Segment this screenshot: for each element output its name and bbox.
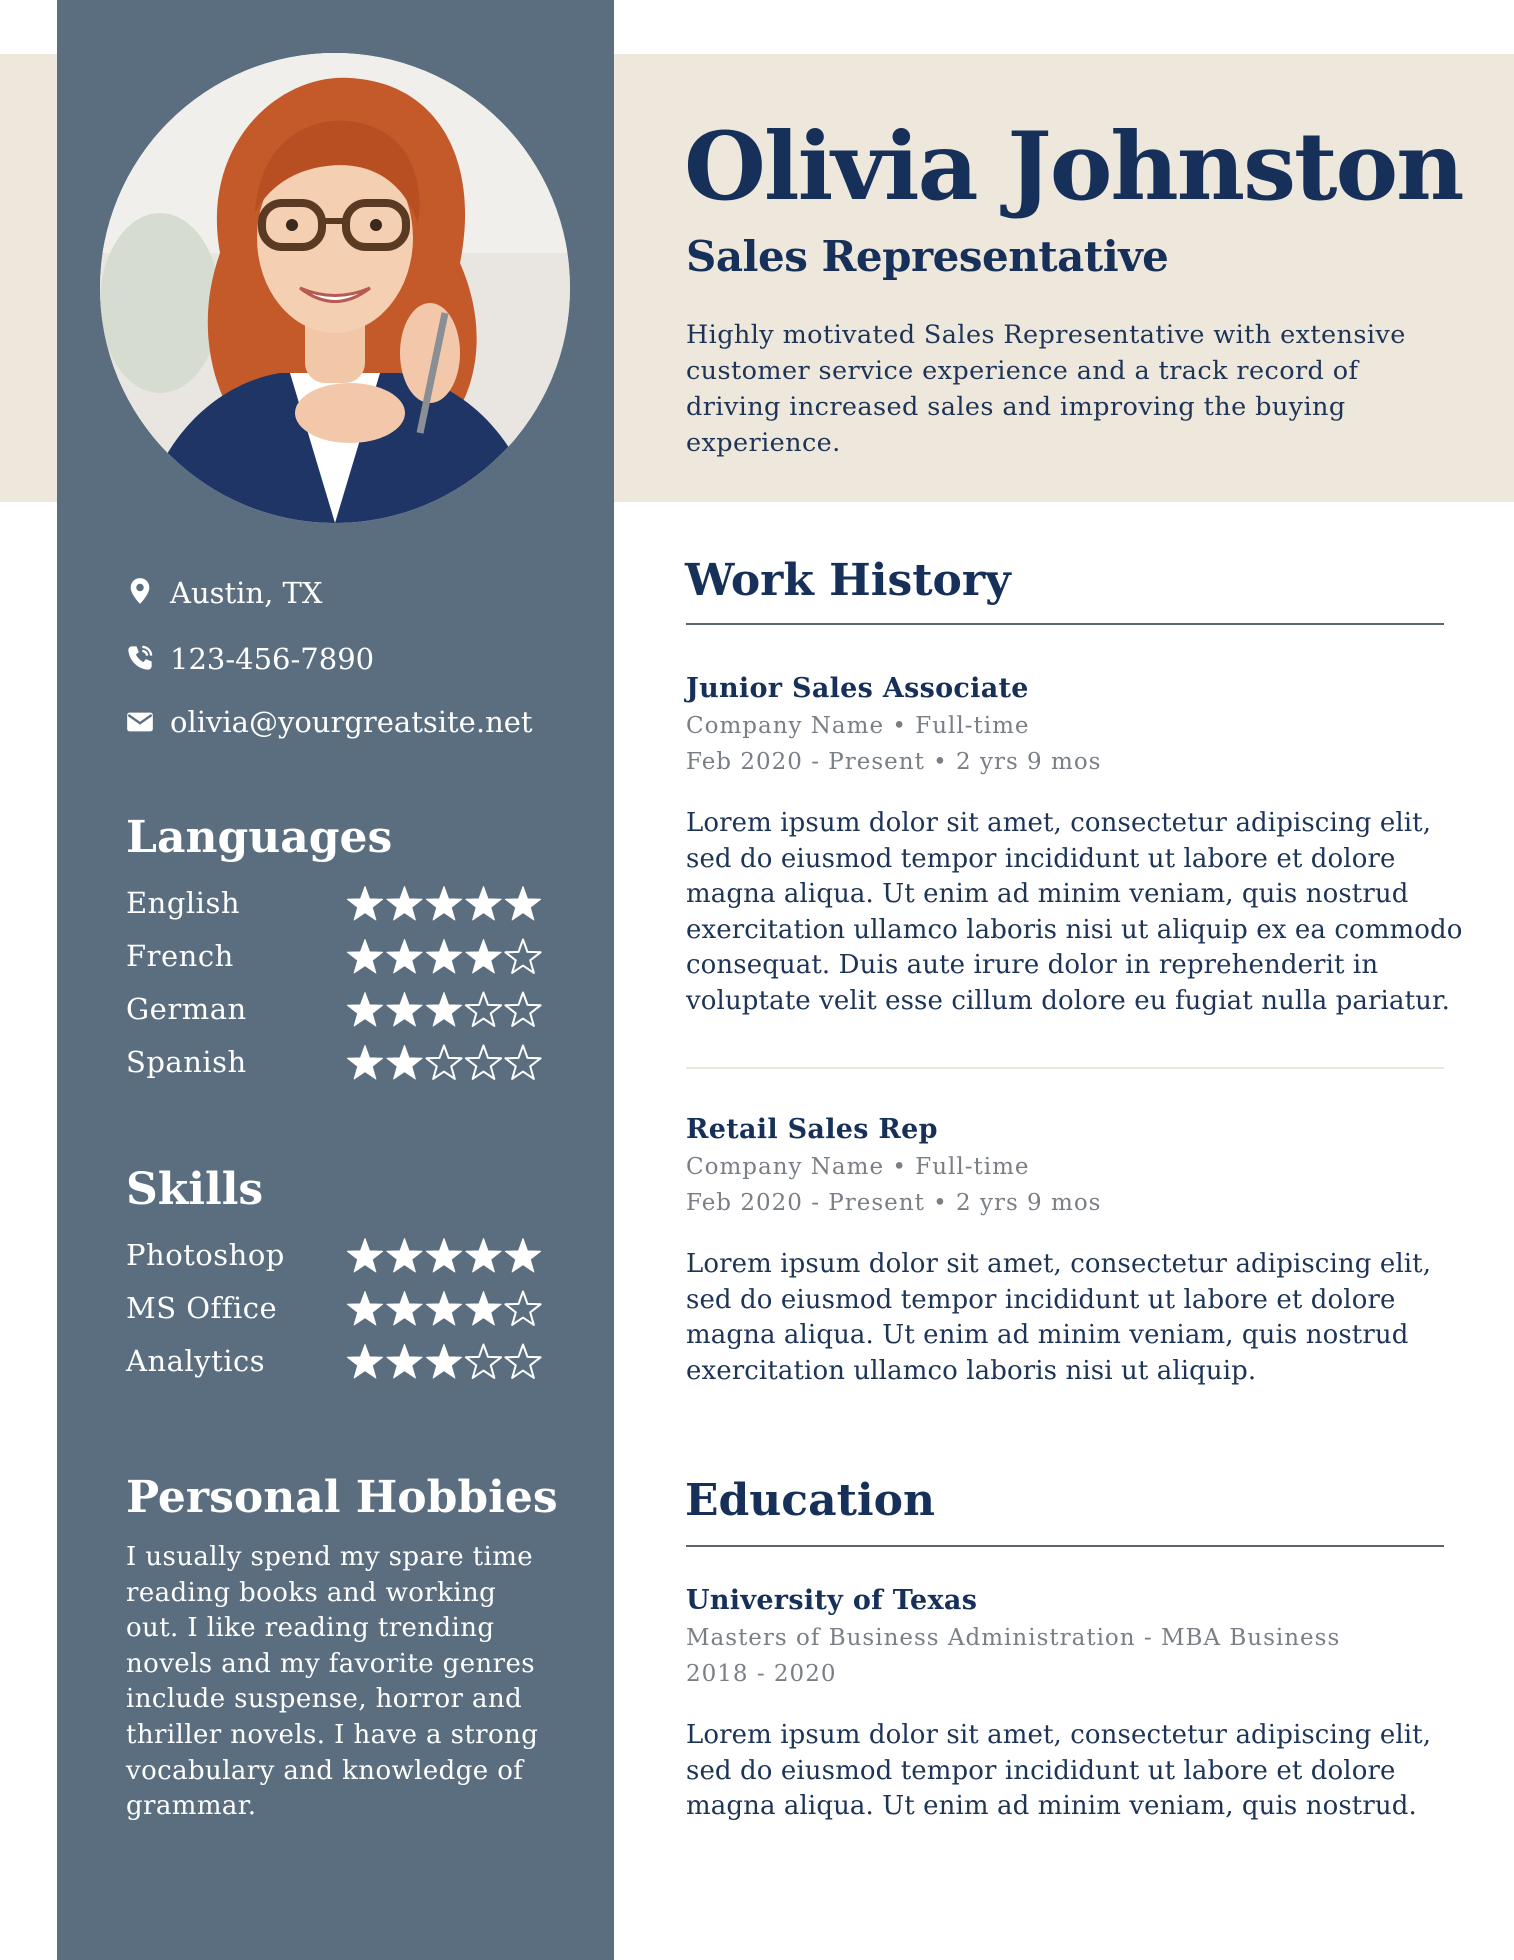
hobbies-heading: Personal Hobbies: [126, 1472, 558, 1523]
candidate-role: Sales Representative: [686, 232, 1169, 281]
star-rating: [346, 1236, 542, 1276]
star-filled-icon: [387, 993, 422, 1026]
job-dates: Feb 2020 - Present • 2 yrs 9 mos: [686, 1190, 1102, 1216]
star-rating: [346, 990, 542, 1030]
star-empty-icon: [466, 1345, 501, 1378]
skills-row: [126, 1289, 546, 1331]
job-title: Retail Sales Rep: [686, 1114, 938, 1145]
star-filled-icon: [426, 993, 461, 1026]
job-title: Junior Sales Associate: [686, 673, 1029, 704]
phone-icon: [126, 644, 154, 672]
phone-text[interactable]: 123-456-7890: [170, 642, 375, 676]
star-filled-icon: [347, 887, 382, 920]
languages-label: English: [126, 886, 241, 920]
languages-row: [126, 1043, 546, 1085]
job-divider: [686, 1067, 1444, 1069]
email-link[interactable]: olivia@yourgreatsite.net: [170, 705, 533, 739]
star-empty-icon: [426, 1046, 461, 1079]
education-dates: 2018 - 2020: [686, 1661, 837, 1687]
job-description: Lorem ipsum dolor sit amet, consectetur adipiscing elit, sed do eiusmod tempor incididunt ut labore et dolore magna aliqua. Ut enim ad minim veniam, quis nostrud exercitation ullamco laboris nisi ut aliquip.: [686, 1249, 1432, 1386]
star-filled-icon: [387, 1239, 422, 1272]
education-heading: Education: [685, 1475, 935, 1526]
languages-row: [126, 937, 546, 979]
star-filled-icon: [426, 1239, 461, 1272]
star-empty-icon: [466, 1046, 501, 1079]
degree-name: Masters of Business Administration - MBA Business: [686, 1625, 1341, 1651]
star-filled-icon: [387, 887, 422, 920]
education-description: Lorem ipsum dolor sit amet, consectetur adipiscing elit, sed do eiusmod tempor incididunt ut labore et dolore magna aliqua. Ut enim ad minim veniam, quis nostrud.: [686, 1720, 1432, 1822]
work-history-heading: Work History: [685, 555, 1011, 606]
star-filled-icon: [347, 1046, 382, 1079]
candidate-name: Olivia Johnston: [684, 112, 1463, 222]
education-rule: [686, 1545, 1444, 1547]
star-filled-icon: [426, 1292, 461, 1325]
location-text: Austin, TX: [170, 576, 323, 610]
skills-label: Photoshop: [126, 1238, 285, 1272]
work-history-rule: [686, 623, 1444, 625]
star-empty-icon: [505, 1046, 540, 1079]
star-filled-icon: [466, 887, 501, 920]
skills-label: MS Office: [126, 1291, 278, 1325]
star-filled-icon: [347, 1345, 382, 1378]
skills-row: [126, 1236, 546, 1278]
star-filled-icon: [347, 993, 382, 1026]
star-filled-icon: [466, 940, 501, 973]
star-rating: [346, 937, 542, 977]
star-filled-icon: [426, 887, 461, 920]
languages-label: Spanish: [126, 1045, 247, 1079]
star-filled-icon: [387, 1292, 422, 1325]
star-empty-icon: [505, 993, 540, 1026]
job-dates: Feb 2020 - Present • 2 yrs 9 mos: [686, 749, 1102, 775]
job-description: Lorem ipsum dolor sit amet, consectetur adipiscing elit, sed do eiusmod tempor incididunt ut labore et dolore magna aliqua. Ut enim ad minim veniam, quis nostrud exercitation ullamco laboris nisi ut aliquip ex ea commodo consequat. Duis aute irure dolor in reprehenderit in voluptate velit esse cillum dolore eu fugiat nulla pariatur.: [686, 808, 1463, 1016]
star-filled-icon: [347, 940, 382, 973]
school-name: University of Texas: [686, 1585, 978, 1616]
languages-label: German: [126, 992, 247, 1026]
star-filled-icon: [347, 1292, 382, 1325]
star-filled-icon: [505, 887, 540, 920]
profile-photo-illustration: [100, 53, 570, 523]
star-filled-icon: [466, 1292, 501, 1325]
profile-summary: Highly motivated Sales Representative with extensive customer service experience and a track record of driving increased sales and improving the buying experience.: [686, 320, 1406, 458]
star-filled-icon: [466, 1239, 501, 1272]
skills-heading: Skills: [126, 1164, 264, 1215]
languages-heading: Languages: [126, 812, 393, 863]
job-company: Company Name • Full-time: [686, 1154, 1030, 1180]
location-pin-icon: [126, 577, 154, 605]
star-rating: [346, 884, 542, 924]
skills-row: [126, 1342, 546, 1384]
languages-row: [126, 884, 546, 926]
star-filled-icon: [387, 1046, 422, 1079]
star-filled-icon: [387, 1345, 422, 1378]
star-filled-icon: [387, 940, 422, 973]
star-empty-icon: [505, 940, 540, 973]
star-empty-icon: [505, 1292, 540, 1325]
star-rating: [346, 1043, 542, 1083]
languages-label: French: [126, 939, 234, 973]
languages-row: [126, 990, 546, 1032]
star-rating: [346, 1289, 542, 1329]
star-filled-icon: [505, 1239, 540, 1272]
profile-photo: [100, 53, 570, 523]
star-filled-icon: [426, 940, 461, 973]
star-filled-icon: [426, 1345, 461, 1378]
mail-icon: [126, 708, 154, 736]
star-empty-icon: [466, 993, 501, 1026]
job-company: Company Name • Full-time: [686, 713, 1030, 739]
hobbies-text: I usually spend my spare time reading books and working out. I like reading trending novels and my favorite genres include suspense, horror and thriller novels. I have a strong vocabulary and knowledge of grammar.: [126, 1542, 539, 1822]
skills-label: Analytics: [126, 1344, 266, 1378]
star-rating: [346, 1342, 542, 1382]
star-empty-icon: [505, 1345, 540, 1378]
star-filled-icon: [347, 1239, 382, 1272]
